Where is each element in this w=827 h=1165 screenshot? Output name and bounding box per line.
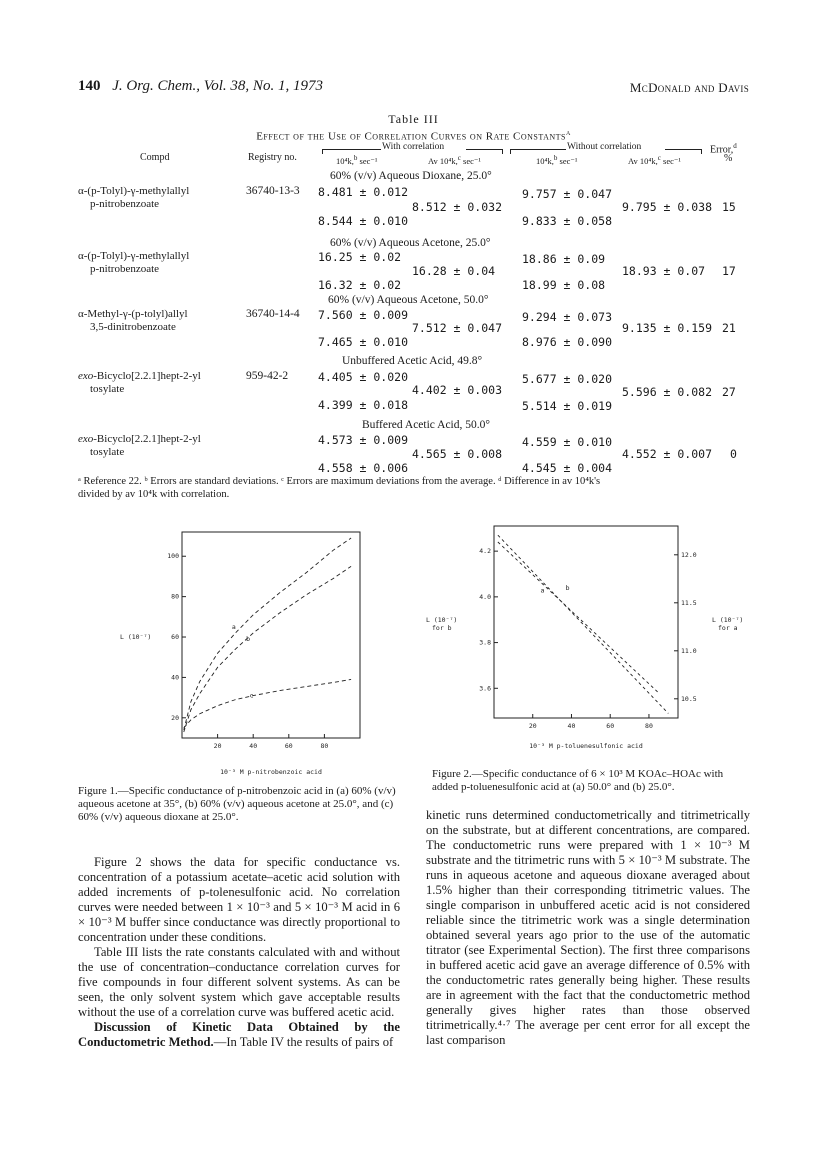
col-with-av-header (428, 154, 481, 167)
table-title: Table III (388, 112, 439, 126)
y2-tick-label: 12.0 (681, 550, 697, 559)
page-number: 140 (78, 78, 101, 94)
table-compd-line1: exo-Bicyclo[2.2.1]hept-2-yl (78, 433, 201, 445)
x-axis-label: 10⁻³ M p-toluenesulfonic acid (529, 742, 643, 750)
table-with-k2: 8.544 ± 0.010 (318, 214, 409, 228)
table-without-av: 4.552 ± 0.007 (622, 447, 713, 461)
series-line-a (184, 538, 351, 730)
table-with-k1: 8.481 ± 0.012 (318, 185, 409, 199)
x-tick-label: 60 (606, 722, 615, 730)
table-with-k1: 16.25 ± 0.02 (318, 250, 402, 264)
table-registry: 36740-14-4 (246, 308, 300, 320)
series-label-a: a (231, 622, 236, 631)
table-without-k2: 9.833 ± 0.058 (522, 214, 613, 228)
y2-tick-label: 10.5 (681, 694, 697, 703)
table-with-av: 4.402 ± 0.003 (412, 383, 503, 397)
table-with-k1: 4.405 ± 0.020 (318, 370, 409, 384)
table-compd-line1-rest: -Bicyclo[2.2.1]hept-2-yl (93, 370, 201, 382)
col-error-label: Error, (710, 144, 734, 156)
x-tick-label: 20 (528, 722, 537, 730)
table-caption (0, 127, 827, 143)
plot-frame (494, 526, 678, 718)
authors-header: McDonald and Davis (629, 80, 749, 95)
table-compd-line1-rest: -Bicyclo[2.2.1]hept-2-yl (93, 433, 201, 445)
journal-citation: J. Org. Chem., Vol. 38, No. 1, 1973 (112, 78, 323, 94)
table-without-k1: 9.294 ± 0.073 (522, 310, 613, 324)
x-tick-label: 80 (320, 742, 329, 750)
left-column (78, 855, 400, 1050)
col-without-k-label: 10⁴k, (536, 155, 554, 166)
left-paragraph-3-body: —In Table IV the results of pairs of (213, 1035, 394, 1049)
y-tick-label: 80 (171, 592, 179, 601)
col-without-av-sup: c (657, 154, 661, 162)
table-compd-line1: exo-Bicyclo[2.2.1]hept-2-yl (78, 370, 201, 382)
figure-2-chart (420, 520, 760, 770)
series-line-b (184, 566, 351, 732)
table-with-k2: 7.465 ± 0.010 (318, 335, 409, 349)
series-label-b: b (246, 635, 251, 644)
y-axis-label: L (10⁻⁷) (120, 633, 152, 642)
y2-tick-label: 11.5 (681, 598, 697, 607)
table-without-k1: 18.86 ± 0.09 (522, 252, 606, 266)
figure-2-caption (432, 768, 752, 794)
col-without-av-label: Av 10⁴k, (628, 155, 658, 166)
table-section-solvent: Unbuffered Acetic Acid, 49.8° (342, 355, 483, 367)
figure-1-caption-text: Figure 1.—Specific conductance of p-nitrobenzoic acid in (a) 60% (v/v) aqueous acetone at 35°, (b) 60% (v/v) aqueous acetone at 25.0°, and (c) 60% (v/v) aqueous dioxane at 25.0°. (78, 785, 396, 823)
table-with-av: 7.512 ± 0.047 (412, 321, 503, 335)
table-caption-sup: a (565, 127, 571, 137)
y2-tick-label: 11.0 (681, 646, 697, 655)
left-paragraph-2: Table III lists the rate constants calculated with and without the use of concentration–conductance correlation curves for five compounds in four different solvent systems. As can be seen, the only solvent system which gave acceptable results without the use of a correlation curve was buffered acetic acid. (78, 945, 400, 1019)
table-without-k2: 8.976 ± 0.090 (522, 335, 613, 349)
table-footnote-1: ᵃ Reference 22. ᵇ Errors are standard deviations. ᶜ Errors are maximum deviations from the average. ᵈ Difference in av 10⁴k's (78, 476, 601, 487)
group-without-label: Without correlation (567, 142, 642, 152)
table-compd-line1: α-(p-Tolyl)-γ-methylallyl (78, 185, 190, 197)
table-without-k2: 4.545 ± 0.004 (522, 461, 613, 475)
table-with-av: 16.28 ± 0.04 (412, 264, 496, 278)
col-with-k-header (336, 154, 377, 167)
y2-axis-label-sub: for a (718, 624, 738, 632)
table-error: 0 (730, 447, 737, 461)
running-header (78, 78, 323, 95)
col-without-av-unit: sec⁻¹ (663, 155, 681, 166)
y-axis-label: L (10⁻⁷) (426, 616, 458, 624)
left-paragraph-1: Figure 2 shows the data for specific conductance vs. concentration of a potassium acetate–acetic acid solution with added increments of p-tolenesulfonic acid. No correlation curves were needed between 1 × 10⁻³ and 5 × 10⁻³ M acid in 6 × 10⁻³ M buffer since conductance was directly proportional to concentration under these conditions. (78, 855, 400, 944)
table-caption-text: Effect of the Use of Correlation Curves on Rate Constants (256, 130, 566, 143)
table-without-av: 9.135 ± 0.159 (622, 321, 713, 335)
x-tick-label: 20 (213, 742, 222, 750)
y-tick-label: 100 (167, 552, 179, 561)
col-compd-header: Compd (140, 152, 170, 163)
y-tick-label: 20 (171, 713, 179, 722)
discussion-heading: Discussion of Kinetic Data Obtained by the Conductometric Method. (78, 1020, 400, 1049)
table-error: 15 (722, 200, 736, 214)
y-tick-label: 4.0 (479, 592, 491, 601)
col-with-k-label: 10⁴k, (336, 155, 354, 166)
table-registry: 959-42-2 (246, 370, 289, 382)
series-line-c (184, 679, 351, 727)
table-footnote-2: divided by av 10⁴k with correlation. (78, 489, 230, 500)
table-without-k2: 5.514 ± 0.019 (522, 399, 613, 413)
series-label-a: a (540, 586, 545, 595)
table-without-k1: 9.757 ± 0.047 (522, 187, 613, 201)
table-section-solvent: 60% (v/v) Aqueous Acetone, 50.0° (328, 294, 489, 306)
y-tick-label: 3.8 (479, 638, 491, 647)
x-tick-label: 80 (645, 722, 653, 730)
figure-1-caption (78, 785, 400, 824)
y-tick-label: 3.6 (479, 684, 491, 693)
series-line-a (498, 542, 659, 693)
table-without-k1: 4.559 ± 0.010 (522, 435, 613, 449)
left-paragraph-3 (78, 1020, 400, 1050)
table-section-solvent: 60% (v/v) Aqueous Acetone, 25.0° (330, 237, 491, 249)
col-with-k-sup: b (353, 154, 358, 162)
table-without-k2: 18.99 ± 0.08 (522, 278, 606, 292)
col-without-k-unit: sec⁻¹ (559, 155, 578, 166)
table-compd-line1: α-(p-Tolyl)-γ-methylallyl (78, 250, 190, 262)
col-registry-header: Registry no. (248, 152, 297, 163)
table-with-k2: 4.399 ± 0.018 (318, 398, 409, 412)
figure-1-chart (100, 520, 400, 782)
col-with-av-unit: sec⁻¹ (463, 155, 481, 166)
figure-2-caption-text: Figure 2.—Specific conductance of 6 × 10³ M KOAc–HOAc with added p-toluenesulfonic acid at (a) 50.0° and (b) 25.0°. (432, 768, 724, 793)
y-axis-label-sub: for b (432, 624, 452, 632)
right-column (426, 808, 750, 1048)
group-with-label: With correlation (382, 142, 445, 152)
table-compd-line2: 3,5-dinitrobenzoate (90, 321, 176, 333)
col-with-av-sup: c (457, 154, 461, 162)
right-paragraph-1: kinetic runs determined conductometrically and titrimetrically on the substrate, but at different concentrations, are compared. The conductometric runs were prepared with 1 × 10⁻³ M substrate and the titrimetric runs with 5 × 10⁻³ M substrate. The runs in aqueous acetone and aqueous dioxane averaged about 1.5% higher than their corresponding titrimetric values. The single comparison in unbuffered acetic acid is not considered reliable since the titrimetric work was a single determination obtained several years ago prior to the use of the automatic titrator (see Experimental Section). The first three comparisons in buffered acetic acid gave an average difference of 0.5% with the conductometric rates generally being higher. These results are in agreement with the fact that the conductometric method generally gives higher rates than those observed titrimetrically.⁴·⁷ The average per cent error for all except the last comparison (426, 808, 750, 1047)
table-with-k2: 16.32 ± 0.02 (318, 278, 402, 292)
col-with-k-unit: sec⁻¹ (359, 155, 378, 166)
table-compd-line2: tosylate (90, 383, 125, 395)
y-tick-label: 60 (171, 633, 179, 642)
table-with-k1: 7.560 ± 0.009 (318, 308, 409, 322)
table-without-av: 5.596 ± 0.082 (622, 385, 713, 399)
table-section-solvent: Buffered Acetic Acid, 50.0° (362, 419, 490, 431)
table-without-av: 9.795 ± 0.038 (622, 200, 713, 214)
table-error: 21 (722, 321, 736, 335)
series-label-b: b (565, 584, 570, 592)
table-with-k1: 4.573 ± 0.009 (318, 433, 409, 447)
x-axis-label: 10⁻³ M p-nitrobenzoic acid (220, 768, 322, 776)
series-label-c: c (249, 691, 254, 700)
table-error: 27 (722, 385, 736, 399)
col-without-k-sup: b (553, 154, 558, 162)
table-compd-line1: α-Methyl-γ-(p-tolyl)allyl (78, 308, 188, 320)
col-without-av-header (628, 154, 681, 167)
plot-frame (182, 532, 360, 738)
y-tick-label: 4.2 (479, 547, 491, 556)
x-tick-label: 40 (249, 742, 258, 750)
table-without-k1: 5.677 ± 0.020 (522, 372, 613, 386)
table-section-solvent: 60% (v/v) Aqueous Dioxane, 25.0° (330, 170, 492, 182)
table-registry: 36740-13-3 (246, 185, 300, 197)
table-with-av: 4.565 ± 0.008 (412, 447, 503, 461)
col-error-unit: % (724, 153, 733, 164)
table-compd-line2: p-nitrobenzoate (90, 198, 160, 210)
table-without-av: 18.93 ± 0.07 (622, 264, 706, 278)
table-with-av: 8.512 ± 0.032 (412, 200, 503, 214)
col-error-sup: d (733, 142, 737, 150)
table-compd-line2: tosylate (90, 446, 125, 458)
x-tick-label: 60 (284, 742, 293, 750)
table-compd-line2: p-nitrobenzoate (90, 263, 160, 275)
table-with-k2: 4.558 ± 0.006 (318, 461, 409, 475)
table-error: 17 (722, 264, 736, 278)
series-line-b (498, 535, 668, 713)
y-tick-label: 40 (171, 673, 179, 682)
y2-axis-label: L (10⁻⁷) (712, 616, 744, 624)
col-with-av-label: Av 10⁴k, (428, 155, 458, 166)
col-without-k-header (536, 154, 577, 167)
x-tick-label: 40 (567, 722, 576, 730)
